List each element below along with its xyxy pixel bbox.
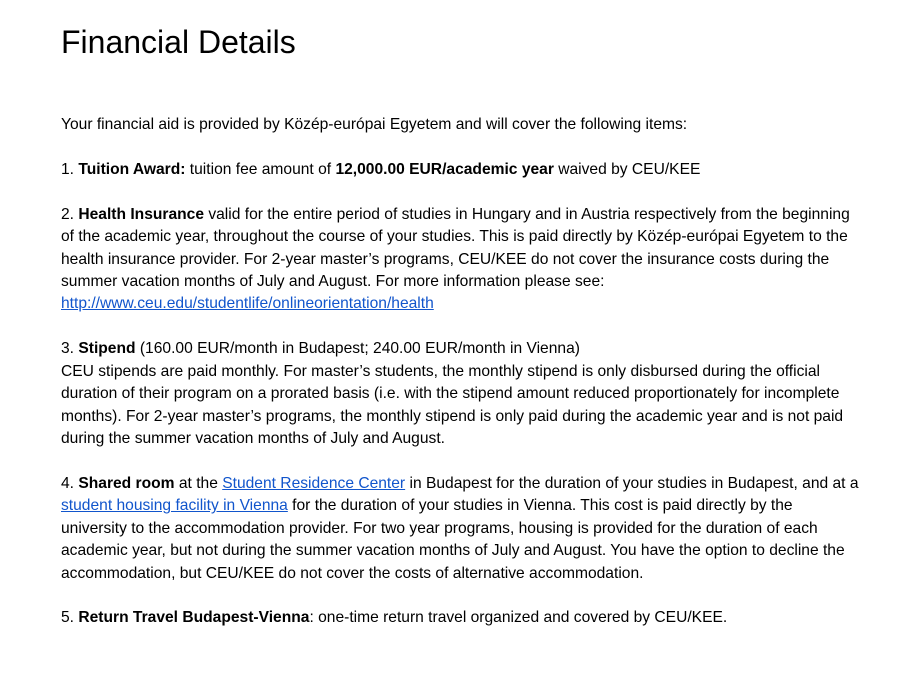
item-heading: Return Travel Budapest-Vienna [78,609,310,627]
item-heading: Tuition Award: [78,160,186,178]
intro-paragraph: Your financial aid is provided by Közép-európai Egyetem and will cover the following items: [61,116,688,133]
item-text: waived by CEU/KEE [553,160,701,178]
item-number: 4. [61,474,79,492]
item-number: 3. [61,340,79,358]
item-text: at the [174,474,223,492]
item-tuition-award [61,159,861,181]
item-number: 1. [61,160,79,178]
item-text: valid for the entire period of studies in Hungary and in Austria respectively from the beginning of the academic year, throughout the course of your studies. This is paid directly by Közép-európai Egyetem to the health insurance provider. For 2-year master’s programs, CEU/KEE do not cover the insurance costs during the summer vacation months of July and August. For more information please see: [61,205,850,291]
item-number: 2. [61,205,79,223]
document-page [61,22,861,630]
item-shared-room [61,473,861,585]
tuition-amount: 12,000.00 EUR/academic year [335,160,554,178]
item-number: 5. [61,609,79,627]
item-text: (160.00 EUR/month in Budapest; 240.00 EUR/month in Vienna) [135,340,580,358]
item-text: tuition fee amount of [185,160,336,178]
item-text: in Budapest for the duration of your studies in Budapest, and at a [405,474,859,492]
item-text: : one-time return travel organized and covered by CEU/KEE. [309,609,728,627]
student-residence-center-link[interactable]: Student Residence Center [222,474,406,492]
vienna-housing-link[interactable]: student housing facility in Vienna [61,497,288,515]
item-heading: Shared room [78,474,175,492]
item-heading: Health Insurance [78,205,204,223]
page-title: Financial Details [61,24,296,60]
item-text: for the duration of your studies in Vienna. This cost is paid directly by the university to the accommodation provider. For two year programs, housing is provided for the duration of each academic year, but not during the summer vacation months of July and August. You have the option to decline the accommodation, but CEU/KEE do not cover the costs of alternative accommodation. [61,497,845,582]
item-stipend [61,338,861,450]
stipend-details: CEU stipends are paid monthly. For master’s students, the monthly stipend is only disbursed during the official duration of their program on a prorated basis (i.e. with the stipend amount reduced proportionately for incomplete months). For 2-year master’s programs, the monthly stipend is only paid during the academic year and is not paid during the summer vacation months of July and August. [61,362,844,447]
item-heading: Stipend [78,340,136,358]
item-health-insurance [61,204,861,316]
item-return-travel [61,607,861,629]
health-info-link[interactable]: http://www.ceu.edu/studentlife/onlineorientation/health [61,295,434,313]
